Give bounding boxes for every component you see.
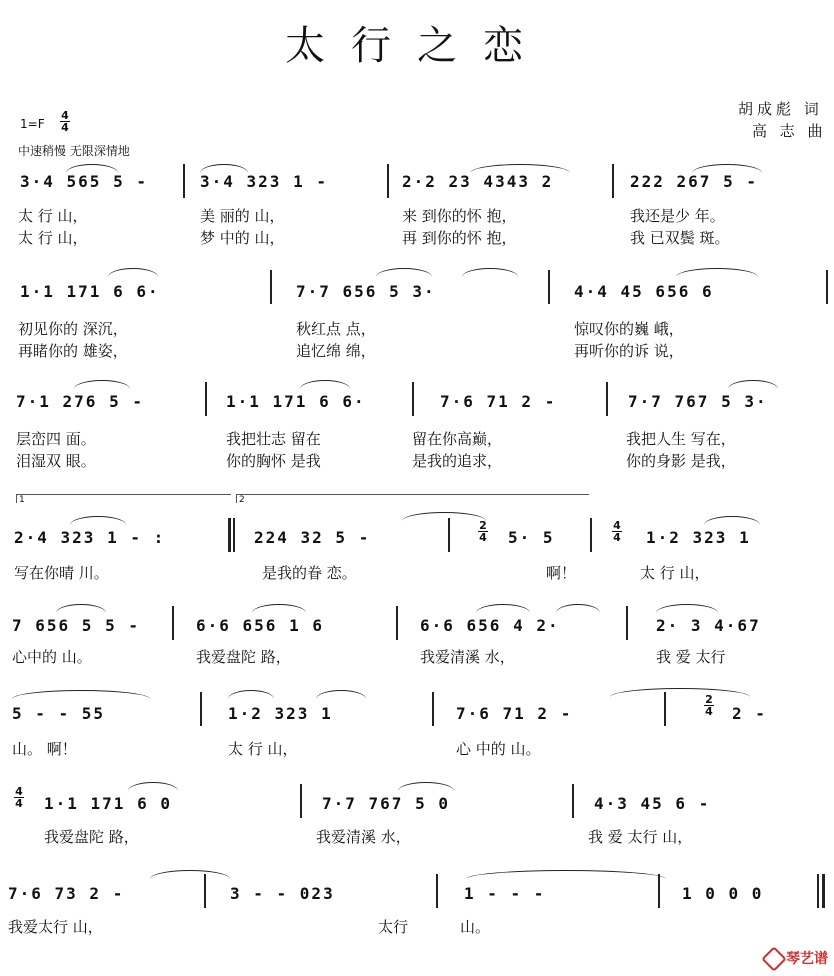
barline [664,692,666,726]
logo-icon [761,946,786,971]
measure-notes: 6·6 656 1 6 [196,616,324,635]
barline [448,518,450,552]
time-top: 4 [61,109,69,122]
lyric: 泪湿双 眼。 [16,452,96,470]
measure-notes: 2· 3 4·67 [656,616,761,635]
measure-notes: 1·1 171 6 6· [226,392,366,411]
barline [387,164,389,198]
lyric: 你的身影 是我， [626,452,736,470]
lyric: 心中的 山。 [12,648,92,666]
measure-notes: 1·1 171 6 6· [20,282,160,301]
measure-notes: 3 - - 023 [230,884,335,903]
slur [12,690,150,699]
time-bottom: 4 [613,531,621,544]
slur [252,604,306,613]
lyric: 我把人生 写在， [626,430,736,448]
slur [150,870,230,879]
time-change [612,520,622,543]
measure-notes: 2 - [732,704,767,723]
lyric: 山。 啊！ [12,740,77,758]
time-change [14,786,24,809]
slur [656,604,718,613]
slur [228,690,274,699]
slur [676,268,758,277]
barline [548,270,550,304]
measure-notes: 7·6 73 2 - [8,884,125,903]
measure-notes: 3·4 565 5 - [20,172,148,191]
measure-notes: 1·2 323 1 [646,528,751,547]
repeat-barline [233,518,235,552]
slur [704,516,760,525]
lyric: 留在你高巅， [412,430,503,448]
lyric: 太 行 山， [640,564,710,582]
lyric: 山。 [460,918,491,936]
slur [66,164,118,173]
tempo-marking: 中速稍慢 无限深情地 [18,144,130,158]
time-top: 4 [15,785,23,798]
key-signature: 1=F [20,117,45,131]
measure-notes: 4·3 45 6 - [594,794,711,813]
measure-notes: 5· 5 [508,528,555,547]
barline [658,874,660,908]
measure-notes: 2·4 323 1 - : [14,528,166,547]
time-top: 2 [705,693,713,706]
barline [612,164,614,198]
final-barline [822,874,825,908]
lyric: 心 中的 山。 [456,740,541,758]
repeat-barline [228,518,231,552]
measure-notes: 6·6 656 4 2· [420,616,560,635]
barline [300,784,302,818]
lyric: 我还是少 年。 [630,207,725,225]
slur [476,604,530,613]
measure-notes: 5 - - 55 [12,704,106,723]
barline [412,382,414,416]
lyric: 惊叹你的巍 峨， [574,320,684,338]
barline [270,270,272,304]
time-bottom: 4 [705,705,713,718]
lyric: 我爱清溪 水， [316,828,411,846]
lyric: 来 到你的怀 抱， [402,207,517,225]
time-bottom: 4 [15,797,23,810]
lyric: 我爱清溪 水， [420,648,515,666]
lyric: 美 丽的 山， [200,207,285,225]
measure-notes: 1·2 323 1 [228,704,333,723]
volta-second-ending: 2 [236,494,589,503]
lyric: 是我的眷 恋。 [262,564,357,582]
measure-notes: 222 267 5 - [630,172,758,191]
slur [128,782,178,791]
measure-notes: 3·4 323 1 - [200,172,328,191]
measure-notes: 2·2 23 4343 2 [402,172,554,191]
slur [200,164,248,173]
barline [572,784,574,818]
barline [590,518,592,552]
barline [204,874,206,908]
measure-notes: 1 - - - [464,884,546,903]
lyric: 太 行 山， [18,229,88,247]
barline [606,382,608,416]
time-top: 2 [479,519,487,532]
slur [466,870,666,879]
lyric: 是我的追求， [412,452,503,470]
measure-notes: 4·4 45 656 6 [574,282,714,301]
lyric: 写在你晴 川。 [14,564,109,582]
lyric: 追忆绵 绵， [296,342,376,360]
barline [172,606,174,640]
slur [610,688,750,697]
lyric: 我 已双鬓 斑。 [630,229,730,247]
lyricist-credit: 胡成彪 词 [738,100,823,118]
final-barline [817,874,819,908]
lyric: 秋红点 点， [296,320,376,338]
measure-notes: 7·1 276 5 - [16,392,144,411]
lyric: 我 爱 太行 [656,648,726,666]
slur [556,604,600,613]
song-title: 太行之恋 [285,23,549,69]
time-bottom: 4 [61,121,69,134]
lyric: 梦 中的 山， [200,229,285,247]
lyric: 再睹你的 雄姿， [18,342,128,360]
lyric: 太行 [378,918,409,936]
time-change [704,694,714,717]
measure-notes: 1·1 171 6 0 [44,794,172,813]
time-top: 4 [613,519,621,532]
slur [692,164,762,173]
barline [626,606,628,640]
barline [396,606,398,640]
lyric: 我 爱 太行 山， [588,828,693,846]
slur [316,690,366,699]
time-bottom: 4 [479,531,487,544]
barline [200,692,202,726]
slur [108,268,158,277]
barline [205,382,207,416]
measure-notes: 7·7 767 5 3· [628,392,768,411]
lyric: 初见你的 深沉， [18,320,128,338]
lyric: 再听你的诉 说， [574,342,684,360]
watermark-text: 琴艺谱 [786,951,828,967]
measure-notes: 7·7 767 5 0 [322,794,450,813]
lyric: 啊！ [546,564,577,582]
slur [300,380,350,389]
barline [183,164,185,198]
slur [70,516,126,525]
slur [56,604,106,613]
measure-notes: 7 656 5 5 - [12,616,140,635]
lyric: 我爱盘陀 路， [44,828,139,846]
lyric: 我把壮志 留在 [226,430,321,448]
measure-notes: 7·7 656 5 3· [296,282,436,301]
lyric: 太 行 山， [228,740,298,758]
lyric: 你的胸怀 是我 [226,452,321,470]
slur [376,268,432,277]
barline [436,874,438,908]
lyric: 再 到你的怀 抱， [402,229,517,247]
volta-first-ending: 1 [16,494,231,503]
slur [398,782,454,791]
composer-credit: 高 志 曲 [752,122,827,140]
measure-notes: 7·6 71 2 - [440,392,557,411]
slur [470,164,570,173]
slur [74,380,130,389]
time-signature [60,110,70,133]
lyric: 我爱盘陀 路， [196,648,291,666]
measure-notes: 1 0 0 0 [682,884,764,903]
slur [402,512,486,521]
time-change [478,520,488,543]
measure-notes: 7·6 71 2 - [456,704,573,723]
lyric: 太 行 山， [18,207,88,225]
lyric: 层峦四 面。 [16,430,96,448]
slur [728,380,778,389]
measure-notes: 224 32 5 - [254,528,371,547]
site-watermark [765,948,828,968]
slur [462,268,518,277]
barline [826,270,828,304]
barline [432,692,434,726]
lyric: 我爱太行 山， [8,918,103,936]
